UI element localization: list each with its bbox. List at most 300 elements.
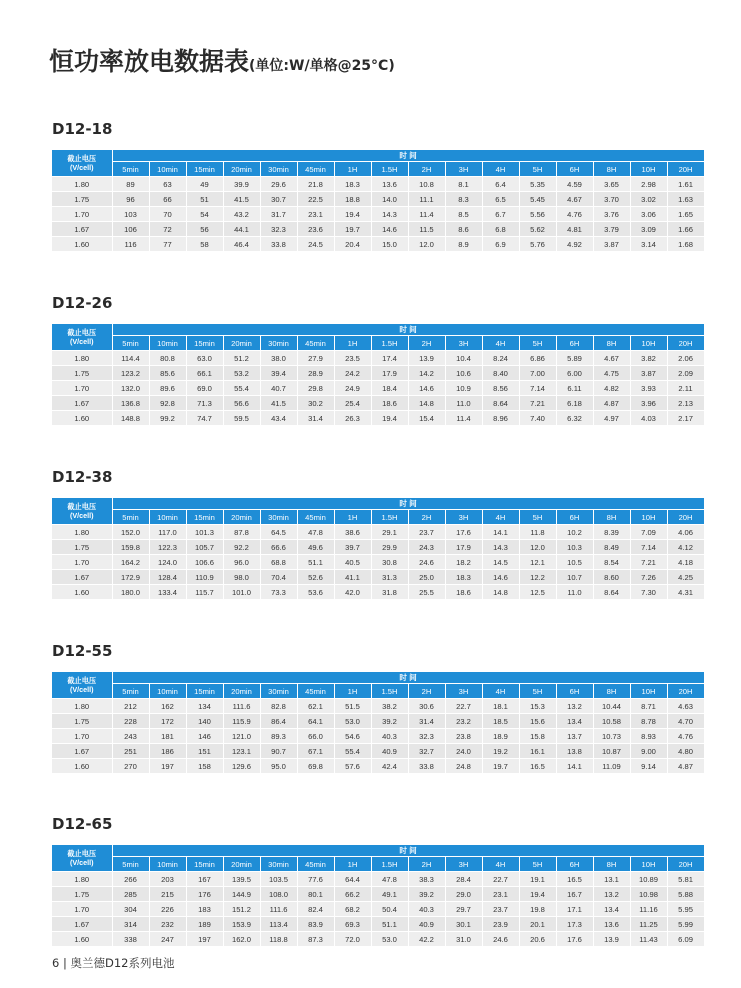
power-cell: 3.06 bbox=[630, 207, 667, 222]
power-cell: 77 bbox=[149, 237, 186, 252]
power-cell: 6.18 bbox=[556, 396, 593, 411]
table-row bbox=[52, 177, 704, 192]
power-cell: 123.2 bbox=[112, 366, 149, 381]
table-row bbox=[52, 585, 704, 600]
power-cell: 162 bbox=[149, 699, 186, 714]
power-cell: 4.18 bbox=[667, 555, 704, 570]
power-cell: 4.59 bbox=[556, 177, 593, 192]
power-cell: 89.6 bbox=[149, 381, 186, 396]
column-header-row bbox=[52, 336, 704, 351]
power-cell: 27.9 bbox=[297, 351, 334, 366]
power-cell: 69.0 bbox=[186, 381, 223, 396]
column-header: 1.5H bbox=[371, 336, 408, 351]
power-cell: 23.5 bbox=[334, 351, 371, 366]
column-header: 10min bbox=[149, 857, 186, 872]
power-cell: 86.4 bbox=[260, 714, 297, 729]
cutoff-voltage-label: 截止电压 bbox=[67, 849, 97, 858]
power-cell: 16.7 bbox=[556, 887, 593, 902]
power-cell: 31.0 bbox=[445, 932, 482, 947]
power-cell: 31.8 bbox=[371, 585, 408, 600]
power-cell: 11.5 bbox=[408, 222, 445, 237]
power-cell: 11.43 bbox=[630, 932, 667, 947]
section-title: D12-18 bbox=[52, 120, 113, 138]
column-header: 10min bbox=[149, 162, 186, 177]
power-cell: 8.1 bbox=[445, 177, 482, 192]
column-header: 15min bbox=[186, 857, 223, 872]
power-cell: 8.49 bbox=[593, 540, 630, 555]
power-cell: 24.6 bbox=[482, 932, 519, 947]
power-cell: 41.5 bbox=[260, 396, 297, 411]
power-cell: 8.64 bbox=[593, 585, 630, 600]
column-header-row bbox=[52, 510, 704, 525]
table-row bbox=[52, 872, 704, 887]
column-header: 10H bbox=[630, 510, 667, 525]
power-cell: 12.0 bbox=[519, 540, 556, 555]
power-cell: 108.0 bbox=[260, 887, 297, 902]
power-cell: 17.4 bbox=[371, 351, 408, 366]
power-cell: 133.4 bbox=[149, 585, 186, 600]
power-cell: 99.2 bbox=[149, 411, 186, 426]
power-cell: 51.5 bbox=[334, 699, 371, 714]
power-cell: 4.92 bbox=[556, 237, 593, 252]
column-header: 1H bbox=[334, 510, 371, 525]
voltage-cell: 1.80 bbox=[52, 872, 112, 887]
power-cell: 18.6 bbox=[445, 585, 482, 600]
power-cell: 116 bbox=[112, 237, 149, 252]
power-cell: 59.5 bbox=[223, 411, 260, 426]
power-cell: 243 bbox=[112, 729, 149, 744]
power-cell: 10.44 bbox=[593, 699, 630, 714]
power-cell: 23.7 bbox=[482, 902, 519, 917]
power-cell: 9.14 bbox=[630, 759, 667, 774]
power-cell: 96.0 bbox=[223, 555, 260, 570]
table-row bbox=[52, 381, 704, 396]
power-cell: 72.0 bbox=[334, 932, 371, 947]
power-cell: 23.1 bbox=[482, 887, 519, 902]
power-cell: 43.4 bbox=[260, 411, 297, 426]
power-cell: 110.9 bbox=[186, 570, 223, 585]
page-title-unit: (单位:W/单格@25°C) bbox=[249, 58, 395, 74]
power-cell: 46.4 bbox=[223, 237, 260, 252]
power-cell: 8.93 bbox=[630, 729, 667, 744]
voltage-cell: 1.60 bbox=[52, 585, 112, 600]
cutoff-voltage-label: 截止电压 bbox=[67, 502, 97, 511]
power-cell: 7.21 bbox=[630, 555, 667, 570]
power-cell: 30.2 bbox=[297, 396, 334, 411]
power-cell: 43.2 bbox=[223, 207, 260, 222]
column-header: 45min bbox=[297, 684, 334, 699]
time-group-header: 时 间 bbox=[112, 324, 704, 336]
power-cell: 19.4 bbox=[371, 411, 408, 426]
power-cell: 15.4 bbox=[408, 411, 445, 426]
power-cell: 82.4 bbox=[297, 902, 334, 917]
power-cell: 51.1 bbox=[297, 555, 334, 570]
voltage-cell: 1.80 bbox=[52, 351, 112, 366]
power-cell: 13.6 bbox=[593, 917, 630, 932]
column-header: 30min bbox=[260, 510, 297, 525]
header-row bbox=[52, 150, 704, 162]
power-cell: 285 bbox=[112, 887, 149, 902]
power-cell: 4.82 bbox=[593, 381, 630, 396]
column-header: 5H bbox=[519, 857, 556, 872]
section-title: D12-65 bbox=[52, 815, 113, 833]
power-cell: 270 bbox=[112, 759, 149, 774]
voltage-cell: 1.67 bbox=[52, 222, 112, 237]
power-cell: 18.3 bbox=[445, 570, 482, 585]
power-cell: 30.6 bbox=[408, 699, 445, 714]
power-cell: 5.99 bbox=[667, 917, 704, 932]
power-cell: 31.4 bbox=[408, 714, 445, 729]
column-header: 6H bbox=[556, 510, 593, 525]
power-cell: 71.3 bbox=[186, 396, 223, 411]
power-cell: 38.0 bbox=[260, 351, 297, 366]
power-cell: 197 bbox=[149, 759, 186, 774]
power-cell: 4.67 bbox=[593, 351, 630, 366]
power-cell: 42.4 bbox=[371, 759, 408, 774]
power-cell: 30.7 bbox=[260, 192, 297, 207]
power-cell: 1.66 bbox=[667, 222, 704, 237]
power-cell: 5.56 bbox=[519, 207, 556, 222]
discharge-table bbox=[52, 845, 705, 947]
cutoff-voltage-label: 截止电压 bbox=[67, 676, 97, 685]
header-row bbox=[52, 324, 704, 336]
column-header: 8H bbox=[593, 162, 630, 177]
column-header: 20min bbox=[223, 336, 260, 351]
power-cell: 38.6 bbox=[334, 525, 371, 540]
column-header: 1H bbox=[334, 857, 371, 872]
power-cell: 12.2 bbox=[519, 570, 556, 585]
power-cell: 14.3 bbox=[371, 207, 408, 222]
power-cell: 49 bbox=[186, 177, 223, 192]
power-cell: 13.8 bbox=[556, 744, 593, 759]
power-cell: 66.0 bbox=[297, 729, 334, 744]
power-cell: 15.3 bbox=[519, 699, 556, 714]
power-cell: 98.0 bbox=[223, 570, 260, 585]
column-header: 10min bbox=[149, 510, 186, 525]
power-cell: 29.6 bbox=[260, 177, 297, 192]
power-cell: 47.8 bbox=[371, 872, 408, 887]
power-cell: 18.8 bbox=[334, 192, 371, 207]
column-header: 30min bbox=[260, 684, 297, 699]
power-cell: 10.4 bbox=[445, 351, 482, 366]
power-cell: 5.76 bbox=[519, 237, 556, 252]
power-cell: 28.4 bbox=[445, 872, 482, 887]
power-cell: 92.2 bbox=[223, 540, 260, 555]
voltage-cell: 1.75 bbox=[52, 540, 112, 555]
power-cell: 30.1 bbox=[445, 917, 482, 932]
page-title-text: 恒功率放电数据表 bbox=[49, 47, 250, 76]
column-header: 2H bbox=[408, 510, 445, 525]
power-cell: 2.11 bbox=[667, 381, 704, 396]
power-cell: 24.0 bbox=[445, 744, 482, 759]
cutoff-voltage-unit: (V/cell) bbox=[69, 858, 94, 867]
column-header: 15min bbox=[186, 510, 223, 525]
power-cell: 31.4 bbox=[297, 411, 334, 426]
voltage-cell: 1.75 bbox=[52, 366, 112, 381]
power-cell: 6.5 bbox=[482, 192, 519, 207]
power-cell: 39.4 bbox=[260, 366, 297, 381]
power-cell: 212 bbox=[112, 699, 149, 714]
power-cell: 89.3 bbox=[260, 729, 297, 744]
power-cell: 8.6 bbox=[445, 222, 482, 237]
time-group-header: 时 间 bbox=[112, 498, 704, 510]
power-cell: 101.0 bbox=[223, 585, 260, 600]
table-row bbox=[52, 351, 704, 366]
column-header: 15min bbox=[186, 336, 223, 351]
power-cell: 10.87 bbox=[593, 744, 630, 759]
cutoff-voltage-header bbox=[52, 498, 112, 525]
column-header: 8H bbox=[593, 684, 630, 699]
power-cell: 70.4 bbox=[260, 570, 297, 585]
table-row bbox=[52, 932, 704, 947]
table-row bbox=[52, 699, 704, 714]
power-cell: 29.7 bbox=[445, 902, 482, 917]
power-cell: 10.73 bbox=[593, 729, 630, 744]
table-row bbox=[52, 570, 704, 585]
power-cell: 24.9 bbox=[334, 381, 371, 396]
power-cell: 18.4 bbox=[371, 381, 408, 396]
cutoff-voltage-header bbox=[52, 845, 112, 872]
power-cell: 3.79 bbox=[593, 222, 630, 237]
power-cell: 140 bbox=[186, 714, 223, 729]
column-header: 6H bbox=[556, 336, 593, 351]
column-header: 1.5H bbox=[371, 857, 408, 872]
voltage-cell: 1.75 bbox=[52, 192, 112, 207]
column-header: 1H bbox=[334, 336, 371, 351]
power-cell: 40.7 bbox=[260, 381, 297, 396]
power-cell: 172.9 bbox=[112, 570, 149, 585]
power-cell: 10.5 bbox=[556, 555, 593, 570]
power-cell: 19.7 bbox=[482, 759, 519, 774]
voltage-cell: 1.70 bbox=[52, 555, 112, 570]
power-cell: 251 bbox=[112, 744, 149, 759]
power-cell: 148.8 bbox=[112, 411, 149, 426]
cutoff-voltage-label: 截止电压 bbox=[67, 328, 97, 337]
column-header: 10min bbox=[149, 684, 186, 699]
discharge-table bbox=[52, 498, 705, 600]
power-cell: 14.6 bbox=[408, 381, 445, 396]
column-header: 2H bbox=[408, 684, 445, 699]
power-cell: 1.61 bbox=[667, 177, 704, 192]
power-cell: 3.02 bbox=[630, 192, 667, 207]
power-cell: 5.62 bbox=[519, 222, 556, 237]
power-cell: 39.2 bbox=[371, 714, 408, 729]
column-header-row bbox=[52, 684, 704, 699]
power-cell: 32.3 bbox=[408, 729, 445, 744]
power-cell: 40.9 bbox=[371, 744, 408, 759]
power-cell: 74.7 bbox=[186, 411, 223, 426]
power-cell: 26.3 bbox=[334, 411, 371, 426]
power-cell: 11.0 bbox=[445, 396, 482, 411]
voltage-cell: 1.60 bbox=[52, 237, 112, 252]
power-cell: 8.9 bbox=[445, 237, 482, 252]
power-cell: 19.2 bbox=[482, 744, 519, 759]
column-header: 5H bbox=[519, 336, 556, 351]
column-header: 10H bbox=[630, 162, 667, 177]
power-cell: 8.78 bbox=[630, 714, 667, 729]
column-header: 4H bbox=[482, 162, 519, 177]
power-cell: 14.1 bbox=[556, 759, 593, 774]
discharge-table bbox=[52, 150, 705, 252]
column-header: 1.5H bbox=[371, 162, 408, 177]
power-cell: 304 bbox=[112, 902, 149, 917]
power-cell: 5.95 bbox=[667, 902, 704, 917]
column-header: 10H bbox=[630, 336, 667, 351]
discharge-table bbox=[52, 672, 705, 774]
table-row bbox=[52, 887, 704, 902]
power-cell: 57.6 bbox=[334, 759, 371, 774]
power-cell: 24.3 bbox=[408, 540, 445, 555]
power-cell: 167 bbox=[186, 872, 223, 887]
power-cell: 18.9 bbox=[482, 729, 519, 744]
power-cell: 14.6 bbox=[371, 222, 408, 237]
power-cell: 106.6 bbox=[186, 555, 223, 570]
power-cell: 111.6 bbox=[260, 902, 297, 917]
power-cell: 16.5 bbox=[519, 759, 556, 774]
power-cell: 103 bbox=[112, 207, 149, 222]
power-cell: 30.8 bbox=[371, 555, 408, 570]
power-cell: 183 bbox=[186, 902, 223, 917]
power-cell: 9.00 bbox=[630, 744, 667, 759]
power-cell: 5.45 bbox=[519, 192, 556, 207]
power-cell: 69.3 bbox=[334, 917, 371, 932]
power-cell: 136.8 bbox=[112, 396, 149, 411]
power-cell: 29.1 bbox=[371, 525, 408, 540]
header-row bbox=[52, 845, 704, 857]
power-cell: 40.3 bbox=[371, 729, 408, 744]
power-cell: 82.8 bbox=[260, 699, 297, 714]
power-cell: 5.89 bbox=[556, 351, 593, 366]
power-cell: 14.0 bbox=[371, 192, 408, 207]
column-header: 45min bbox=[297, 162, 334, 177]
power-cell: 18.2 bbox=[445, 555, 482, 570]
voltage-cell: 1.60 bbox=[52, 932, 112, 947]
power-cell: 4.31 bbox=[667, 585, 704, 600]
power-cell: 14.8 bbox=[482, 585, 519, 600]
power-cell: 17.9 bbox=[445, 540, 482, 555]
power-cell: 39.2 bbox=[408, 887, 445, 902]
voltage-cell: 1.60 bbox=[52, 759, 112, 774]
power-cell: 139.5 bbox=[223, 872, 260, 887]
power-cell: 17.6 bbox=[445, 525, 482, 540]
power-cell: 70 bbox=[149, 207, 186, 222]
voltage-cell: 1.70 bbox=[52, 729, 112, 744]
power-cell: 7.40 bbox=[519, 411, 556, 426]
column-header: 20H bbox=[667, 162, 704, 177]
power-cell: 105.7 bbox=[186, 540, 223, 555]
cutoff-voltage-unit: (V/cell) bbox=[69, 511, 94, 520]
power-cell: 51 bbox=[186, 192, 223, 207]
power-cell: 41.1 bbox=[334, 570, 371, 585]
page-footer bbox=[52, 955, 175, 971]
power-cell: 31.7 bbox=[260, 207, 297, 222]
power-cell: 44.1 bbox=[223, 222, 260, 237]
time-group-header: 时 间 bbox=[112, 150, 704, 162]
cutoff-voltage-header bbox=[52, 672, 112, 699]
footer-separator: | bbox=[62, 956, 67, 970]
voltage-cell: 1.80 bbox=[52, 525, 112, 540]
power-cell: 5.88 bbox=[667, 887, 704, 902]
power-cell: 314 bbox=[112, 917, 149, 932]
power-cell: 8.60 bbox=[593, 570, 630, 585]
power-cell: 3.93 bbox=[630, 381, 667, 396]
power-cell: 11.09 bbox=[593, 759, 630, 774]
table-row bbox=[52, 759, 704, 774]
power-cell: 17.3 bbox=[556, 917, 593, 932]
power-cell: 172 bbox=[149, 714, 186, 729]
power-cell: 16.1 bbox=[519, 744, 556, 759]
voltage-cell: 1.70 bbox=[52, 381, 112, 396]
power-cell: 39.9 bbox=[223, 177, 260, 192]
power-cell: 2.09 bbox=[667, 366, 704, 381]
voltage-cell: 1.80 bbox=[52, 699, 112, 714]
power-cell: 197 bbox=[186, 932, 223, 947]
power-cell: 2.13 bbox=[667, 396, 704, 411]
discharge-table bbox=[52, 324, 705, 426]
power-cell: 53.0 bbox=[371, 932, 408, 947]
power-cell: 24.5 bbox=[297, 237, 334, 252]
power-cell: 18.3 bbox=[334, 177, 371, 192]
power-cell: 1.68 bbox=[667, 237, 704, 252]
power-cell: 38.2 bbox=[371, 699, 408, 714]
power-cell: 5.35 bbox=[519, 177, 556, 192]
footer-text: 奥兰德D12系列电池 bbox=[70, 956, 175, 970]
power-cell: 23.9 bbox=[482, 917, 519, 932]
power-cell: 13.6 bbox=[371, 177, 408, 192]
power-cell: 4.81 bbox=[556, 222, 593, 237]
power-cell: 38.3 bbox=[408, 872, 445, 887]
power-cell: 10.58 bbox=[593, 714, 630, 729]
column-header: 5H bbox=[519, 684, 556, 699]
column-header: 20H bbox=[667, 336, 704, 351]
power-cell: 114.4 bbox=[112, 351, 149, 366]
cutoff-voltage-unit: (V/cell) bbox=[69, 685, 94, 694]
power-cell: 121.0 bbox=[223, 729, 260, 744]
power-cell: 58 bbox=[186, 237, 223, 252]
power-cell: 25.0 bbox=[408, 570, 445, 585]
column-header: 8H bbox=[593, 857, 630, 872]
power-cell: 22.5 bbox=[297, 192, 334, 207]
table-row bbox=[52, 222, 704, 237]
power-cell: 47.8 bbox=[297, 525, 334, 540]
power-cell: 85.6 bbox=[149, 366, 186, 381]
power-cell: 151 bbox=[186, 744, 223, 759]
power-cell: 101.3 bbox=[186, 525, 223, 540]
power-cell: 13.2 bbox=[593, 887, 630, 902]
power-cell: 4.63 bbox=[667, 699, 704, 714]
power-cell: 42.2 bbox=[408, 932, 445, 947]
power-cell: 32.3 bbox=[260, 222, 297, 237]
power-cell: 52.6 bbox=[297, 570, 334, 585]
voltage-cell: 1.67 bbox=[52, 917, 112, 932]
power-cell: 49.6 bbox=[297, 540, 334, 555]
power-cell: 29.8 bbox=[297, 381, 334, 396]
voltage-cell: 1.67 bbox=[52, 744, 112, 759]
power-cell: 64.1 bbox=[297, 714, 334, 729]
table-row bbox=[52, 555, 704, 570]
page-number: 6 bbox=[52, 956, 60, 970]
power-cell: 63.0 bbox=[186, 351, 223, 366]
power-cell: 40.3 bbox=[408, 902, 445, 917]
column-header: 3H bbox=[445, 162, 482, 177]
table-row bbox=[52, 411, 704, 426]
power-cell: 16.5 bbox=[556, 872, 593, 887]
power-cell: 203 bbox=[149, 872, 186, 887]
power-cell: 3.70 bbox=[593, 192, 630, 207]
power-cell: 32.7 bbox=[408, 744, 445, 759]
power-cell: 66 bbox=[149, 192, 186, 207]
column-header: 45min bbox=[297, 857, 334, 872]
